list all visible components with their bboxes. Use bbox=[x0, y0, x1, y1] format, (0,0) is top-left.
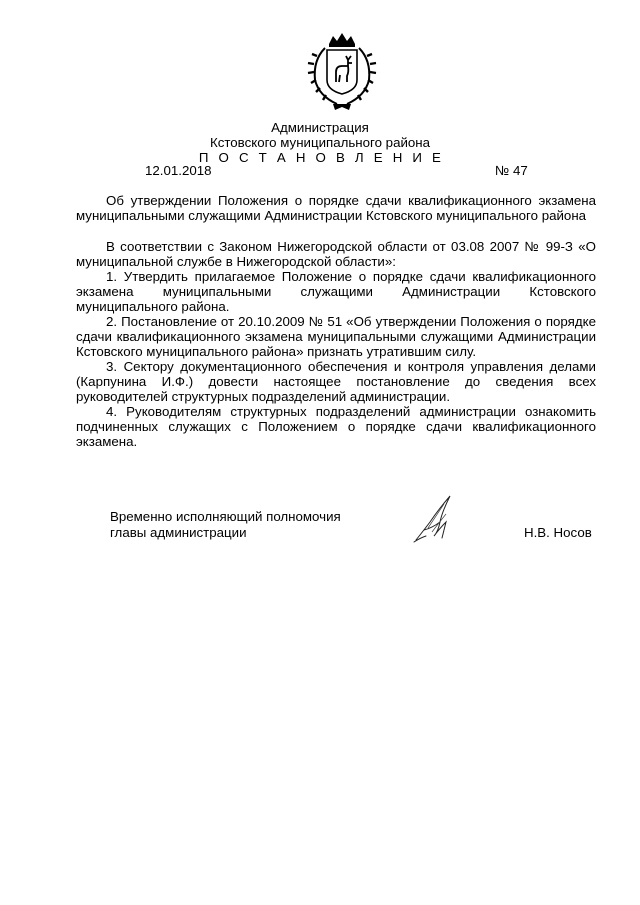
preamble-paragraph: В соответствии с Законом Нижегородской области от 03.08 2007 № 99-З «О муниципальной службе в Нижегородской области»: bbox=[76, 239, 596, 269]
signatory-title-line1: Временно исполняющий полномочия bbox=[110, 509, 341, 524]
resolution-item-1: 1. Утвердить прилагаемое Положение о порядке сдачи квалификационного экзамена муниципальными служащими Администрации Кстовского муниципального района. bbox=[76, 269, 596, 314]
document-date: 12.01.2018 bbox=[145, 163, 212, 178]
coat-of-arms-icon bbox=[303, 30, 381, 116]
signatory-name: Н.В. Носов bbox=[524, 525, 592, 540]
org-name-line1: Администрация bbox=[271, 120, 369, 135]
document-number: № 47 bbox=[495, 163, 528, 178]
signatory-title-line2: главы администрации bbox=[110, 525, 247, 540]
document-subject bbox=[76, 193, 596, 223]
document-body bbox=[76, 239, 596, 449]
signatory-title bbox=[110, 509, 341, 541]
document-header bbox=[0, 120, 640, 165]
handwritten-signature-icon bbox=[410, 492, 462, 544]
resolution-item-2: 2. Постановление от 20.10.2009 № 51 «Об утверждении Положения о порядке сдачи квалификационного экзамена муниципальными служащими Администрации Кстовского муниципального района» признать утратившим силу. bbox=[76, 314, 596, 359]
org-name-line2: Кстовского муниципального района bbox=[209, 135, 431, 150]
resolution-item-3: 3. Сектору документационного обеспечения и контроля управления делами (Карпунина И.Ф.) довести настоящее постановление до сведения всех руководителей структурных подразделений администрации. bbox=[76, 359, 596, 404]
document-type: П О С Т А Н О В Л Е Н И Е bbox=[198, 150, 445, 165]
resolution-item-4: 4. Руководителям структурных подразделений администрации ознакомить подчиненных служащих с Положением о порядке сдачи квалификационного экзамена. bbox=[76, 404, 596, 449]
subject-text: Об утверждении Положения о порядке сдачи квалификационного экзамена муниципальными служащими Администрации Кстовского муниципального района bbox=[76, 193, 596, 223]
